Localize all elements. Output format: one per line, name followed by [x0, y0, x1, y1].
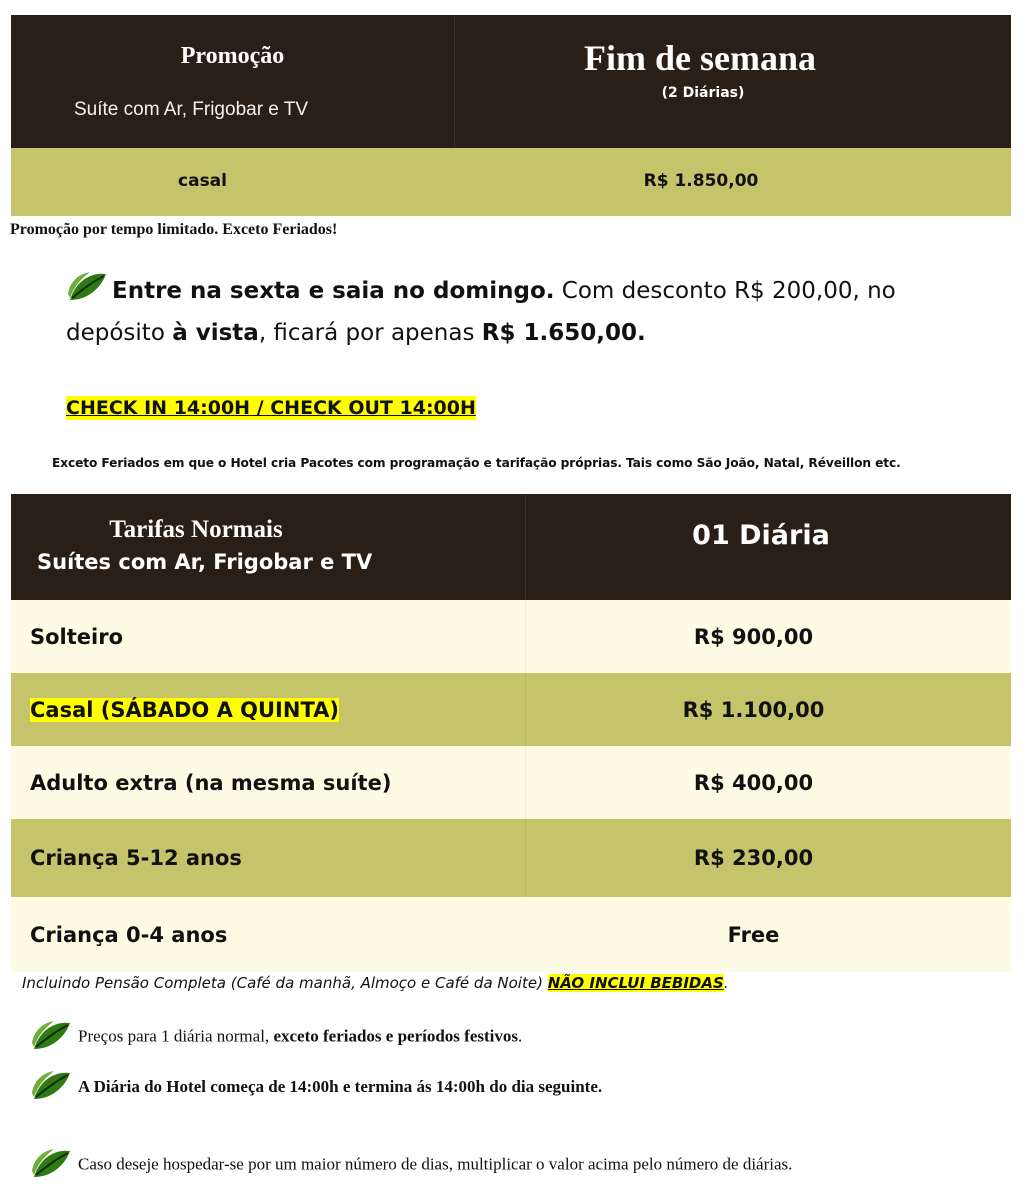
rate-price: R$ 1.100,00 — [682, 697, 825, 722]
holiday-note: Exceto Feriados em que o Hotel cria Pacotes com programação e tarifação próprias. Tais como São João, Natal, Réveillon etc. — [52, 456, 901, 470]
no-drinks-highlight: NÃO INCLUI BEBIDAS — [547, 974, 724, 992]
promo-row-price: R$ 1.850,00 — [643, 171, 759, 191]
promo-period-detail: (2 Diárias) — [661, 85, 745, 101]
promo-subtitle: Suíte com Ar, Frigobar e TV — [74, 99, 309, 120]
rate-row-crianca-5-12 — [11, 819, 1011, 897]
rate-label: Criança 5-12 anos — [30, 846, 242, 870]
note-prices — [30, 1016, 522, 1059]
checkin-checkout: CHECK IN 14:00H / CHECK OUT 14:00H — [66, 397, 476, 419]
note-2-bold: A Diária do Hotel começa de 14:00h e termina ás 14:00h do dia seguinte. — [78, 1076, 603, 1096]
rate-label: Solteiro — [30, 624, 124, 649]
offer-text-1: Com desconto R$ 200,00, no depósito — [66, 278, 896, 346]
note-daily-hours — [30, 1066, 690, 1110]
offer-text-2: , ficará por apenas — [258, 320, 482, 346]
note-1-bold: exceto feriados e períodos festivos — [273, 1026, 518, 1046]
promo-title: Promoção — [180, 43, 285, 69]
leaf-icon — [66, 268, 108, 315]
offer-paragraph — [66, 268, 966, 351]
column-divider — [454, 15, 455, 148]
rates-title: Tarifas Normais — [109, 516, 283, 543]
offer-intro: Entre na sexta e saia no domingo. — [112, 278, 555, 304]
rate-row-adulto-extra — [11, 746, 1011, 819]
inclusion-end: . — [723, 974, 729, 992]
rates-period: 01 Diária — [692, 520, 830, 551]
rate-row-solteiro — [11, 600, 1011, 673]
leaf-icon — [30, 1144, 72, 1187]
note-3-text: Caso deseje hospedar-se por um maior número de dias, multiplicar o valor acima pelo número de diárias. — [78, 1154, 793, 1174]
promo-table-header — [11, 15, 1011, 148]
rate-label-highlight: Casal (SÁBADO A QUINTA) — [30, 697, 339, 722]
rate-price: R$ 230,00 — [693, 846, 814, 870]
note-multiple-days — [30, 1144, 792, 1187]
inclusion-note — [22, 974, 729, 992]
rate-label: Adulto extra (na mesma suíte) — [30, 770, 392, 795]
rate-row-crianca-0-4 — [11, 897, 1011, 972]
rate-label: Criança 0-4 anos — [30, 922, 228, 947]
rates-subtitle: Suítes com Ar, Frigobar e TV — [37, 550, 373, 574]
promo-period: Fim de semana — [584, 38, 816, 78]
rate-price: R$ 400,00 — [693, 770, 814, 795]
leaf-icon — [30, 1066, 72, 1110]
rates-table-header — [11, 494, 1011, 600]
offer-price: R$ 1.650,00. — [481, 320, 646, 346]
promo-row-label: casal — [178, 171, 227, 191]
note-1-end: . — [518, 1026, 523, 1046]
rate-price: Free — [727, 922, 780, 947]
rate-price: R$ 900,00 — [693, 624, 814, 649]
rate-row-casal — [11, 673, 1011, 746]
note-1-text: Preços para 1 diária normal, — [78, 1026, 274, 1046]
rate-label — [30, 698, 339, 722]
inclusion-text: Incluindo Pensão Completa (Café da manhã, Almoço e Café da Noite) — [22, 974, 548, 992]
promo-note: Promoção por tempo limitado. Exceto Feriados! — [10, 221, 338, 238]
offer-avista: à vista — [172, 320, 259, 346]
leaf-icon — [30, 1016, 72, 1059]
promo-table-row — [11, 148, 1011, 216]
